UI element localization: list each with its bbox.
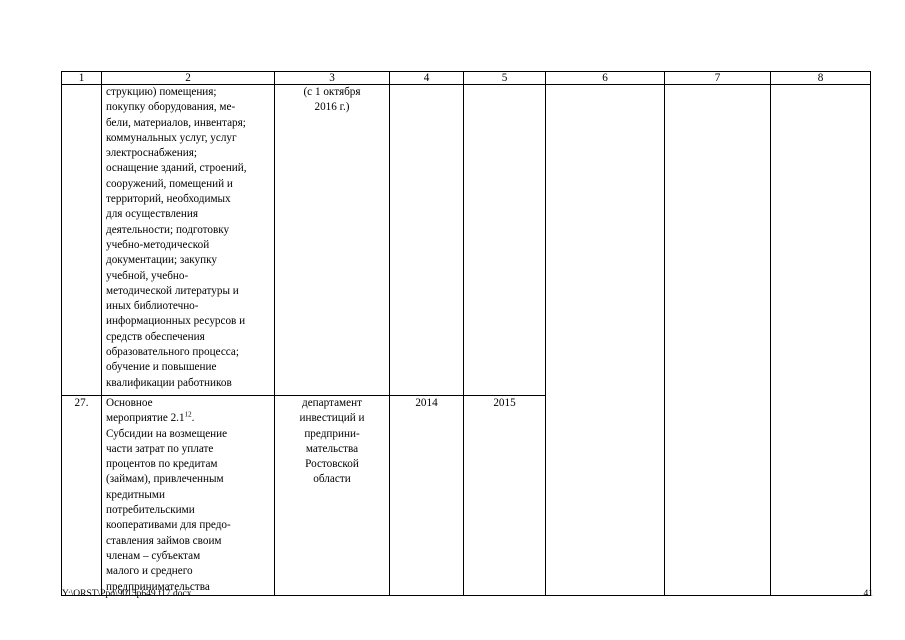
merged-col7-cell (665, 85, 771, 596)
header-cell-8: 8 (771, 72, 871, 85)
cont-num-cell (62, 85, 102, 396)
row27-details: Субсидии на возмещение части затрат по уплате процентов по кредитам (займам), привлеченным кредитными потребительскими кооперативами для предо- ставления займов своим членам – субъектам малого и среднего предпринимательства (106, 427, 231, 593)
header-cell-1: 1 (62, 72, 102, 85)
header-cell-2: 2 (102, 72, 275, 85)
footer-file-path: Y:\ORST\Ppo\9015p649.f17.docx (62, 589, 192, 599)
row27-period-mark: . (191, 412, 195, 425)
header-cell-3: 3 (275, 72, 390, 85)
cont-period-cell: (с 1 октября 2016 г.) (275, 85, 390, 396)
row27-description (102, 396, 275, 596)
row27-title: Основное (106, 397, 153, 409)
cont-description-cell: струкцию) помещения; покупку оборудования, ме- бели, материалов, инвентаря; коммунальных услуг, услуг электроснабжения; оснащение зданий, строений, сооружений, помещений и территорий, необходимых для осуществления деятельности; подготовку учебно-методической документации; закупку учебной, учебно- методической литературы и иных библиотечно- информационных ресурсов и средств обеспечения образовательного процесса; обучение и повышение квалификации работников (102, 85, 275, 396)
footer-page-number: 41 (863, 589, 873, 599)
header-cell-7: 7 (665, 72, 771, 85)
row27-executor: департамент инвестиций и предприни- мательства Ростовской области (275, 396, 390, 596)
row27-number: 27. (62, 396, 102, 596)
header-cell-5: 5 (464, 72, 546, 85)
merged-col8-cell (771, 85, 871, 596)
row27-start-year: 2014 (390, 396, 464, 596)
header-cell-4: 4 (390, 72, 464, 85)
row27-end-year: 2015 (464, 396, 546, 596)
header-row (62, 72, 871, 85)
continuation-row (62, 85, 871, 396)
row27-footnote: 12 (184, 410, 192, 419)
header-cell-6: 6 (546, 72, 665, 85)
cont-col4-cell (390, 85, 464, 396)
row27-measure: мероприятие 2.1 (106, 412, 185, 425)
main-table (61, 71, 871, 596)
merged-col6-cell (546, 85, 665, 596)
cont-col5-cell (464, 85, 546, 396)
